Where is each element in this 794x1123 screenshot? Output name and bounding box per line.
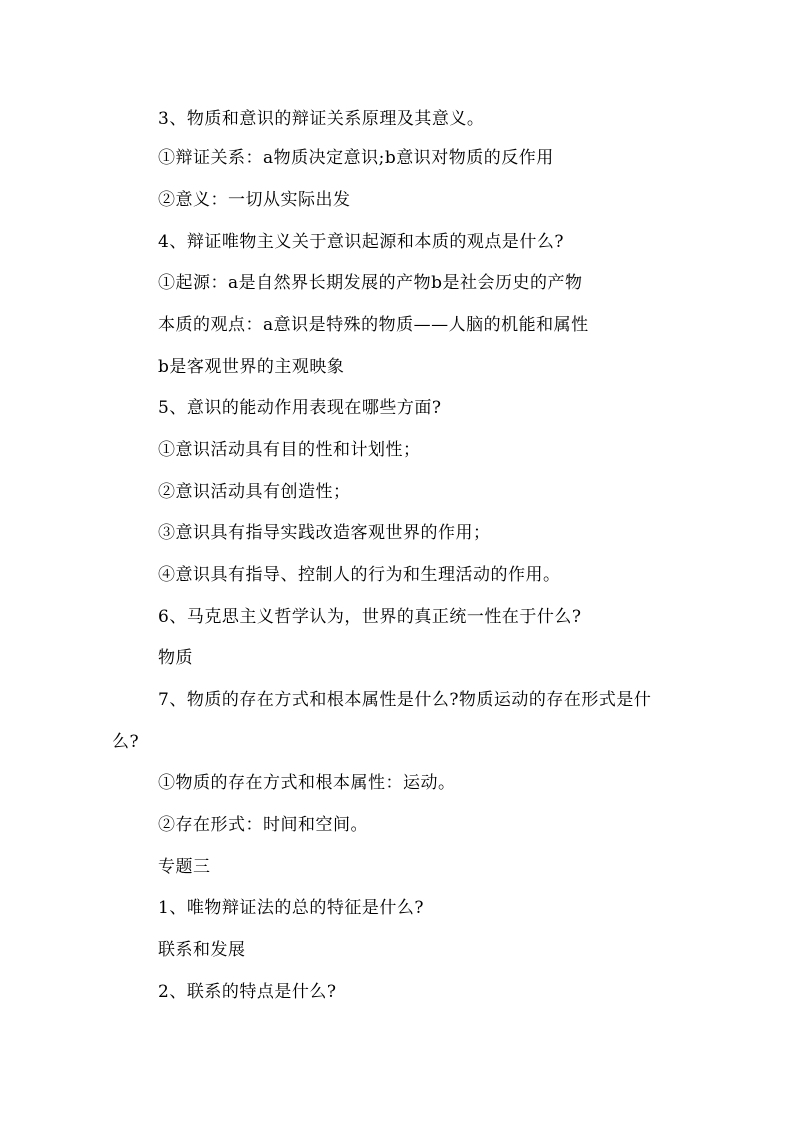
question-4-heading: 4、辩证唯物主义关于意识起源和本质的观点是什么? — [158, 232, 564, 252]
answer-significance: ②意义：一切从实际出发 — [158, 190, 351, 210]
answer-6: 物质 — [158, 648, 193, 668]
answer-essence-b: b是客观世界的主观映象 — [158, 357, 345, 377]
section-3-answer-1: 联系和发展 — [158, 940, 246, 960]
question-6-heading: 6、马克思主义哲学认为，世界的真正统一性在于什么? — [158, 607, 582, 627]
question-7-heading-continued: 么? — [112, 732, 140, 752]
answer-5-item-4: ④意识具有指导、控制人的行为和生理活动的作用。 — [158, 565, 561, 585]
section-3-title: 专题三 — [158, 857, 211, 877]
answer-5-item-2: ②意识活动具有创造性； — [158, 482, 351, 502]
question-3-heading: 3、物质和意识的辩证关系原理及其意义。 — [158, 109, 485, 129]
answer-origin: ①起源：a是自然界长期发展的产物b是社会历史的产物 — [158, 273, 583, 293]
question-5-heading: 5、意识的能动作用表现在哪些方面? — [158, 398, 442, 418]
answer-dialectical-relation: ①辩证关系：a物质决定意识;b意识对物质的反作用 — [158, 148, 554, 168]
question-7-heading: 7、物质的存在方式和根本属性是什么?物质运动的存在形式是什 — [158, 690, 652, 710]
answer-7-item-1: ①物质的存在方式和根本属性：运动。 — [158, 773, 456, 793]
answer-5-item-1: ①意识活动具有目的性和计划性； — [158, 440, 421, 460]
answer-7-item-2: ②存在形式：时间和空间。 — [158, 815, 368, 835]
answer-essence-a: 本质的观点：a意识是特殊的物质——人脑的机能和属性 — [158, 315, 589, 335]
answer-5-item-3: ③意识具有指导实践改造客观世界的作用； — [158, 523, 491, 543]
section-3-question-2: 2、联系的特点是什么? — [158, 982, 337, 1002]
section-3-question-1: 1、唯物辩证法的总的特征是什么? — [158, 898, 424, 918]
